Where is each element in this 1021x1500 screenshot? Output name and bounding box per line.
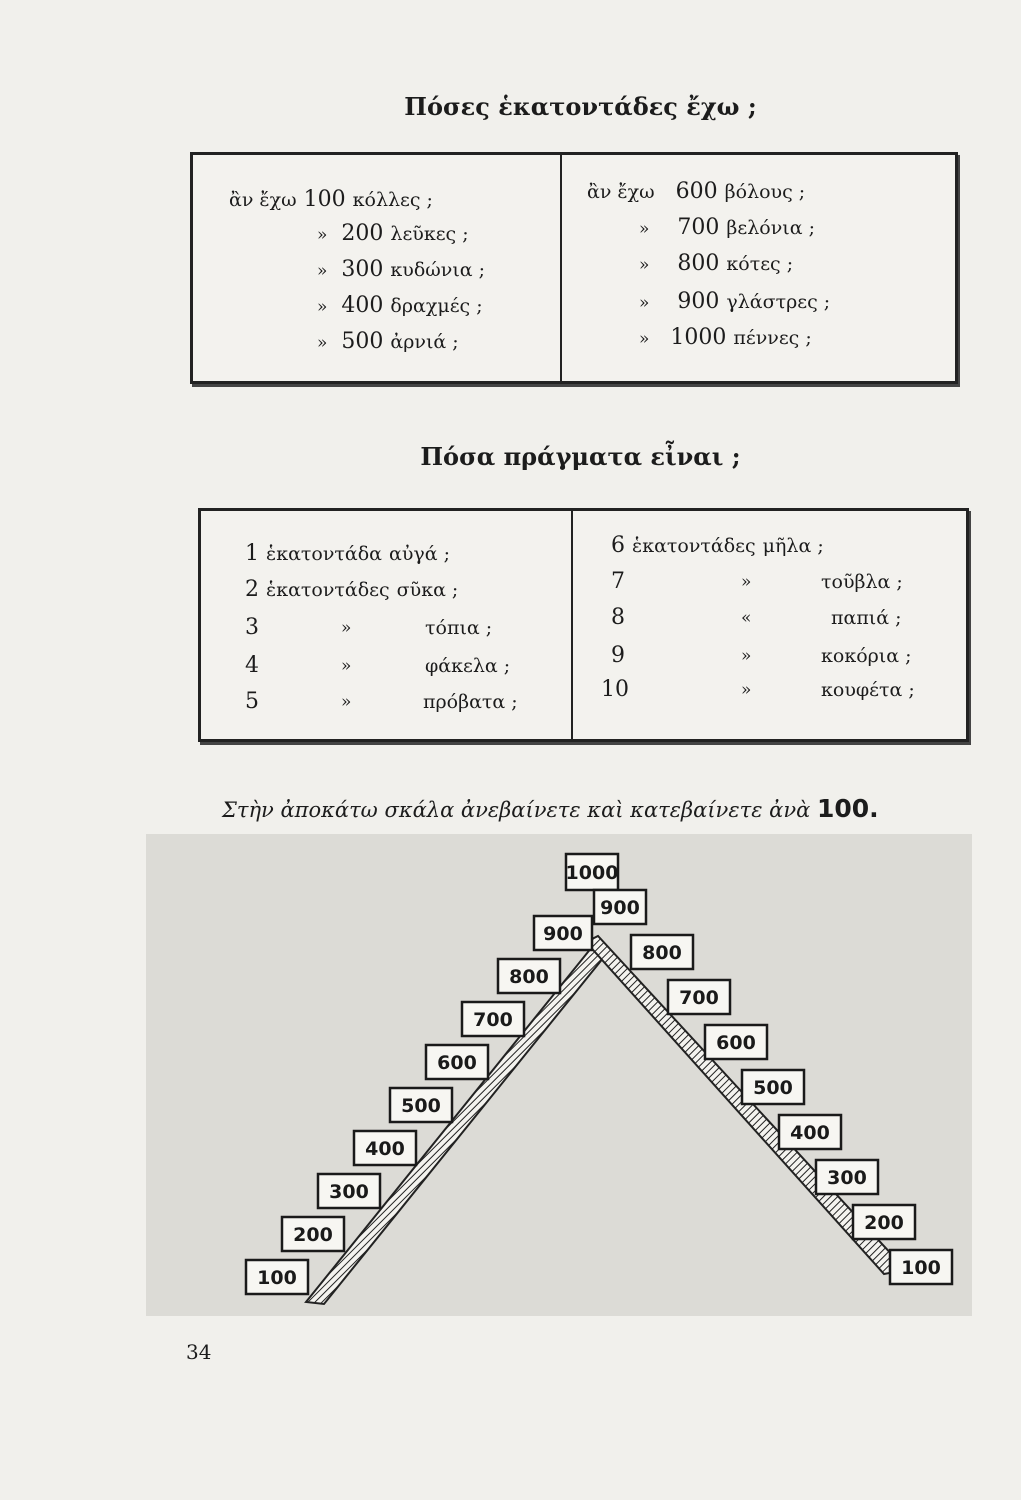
left-ramp [306,942,608,1304]
table1-left-row: » 300 κυδώνια ; [317,257,486,282]
right-step-100 [890,1250,952,1284]
right-step-800 [631,935,693,969]
left-step-900-label: 900 [543,923,583,945]
table-divider [560,155,562,381]
table1-left-row: ἂν ἔχω 100 κόλλες ; [229,187,433,212]
table2-left-row: 5 » πρόβατα ; [245,689,518,714]
table2-left-row: 4 » φάκελα ; [245,653,511,678]
table2-right-row: 9 » κοκόρια ; [611,643,912,668]
table1-left-row: » 400 δραχμές ; [317,293,483,318]
top-step-1000 [566,854,619,890]
table2-right-row: 10 » κουφέτα ; [601,677,915,702]
staircase-illustration [146,834,972,1316]
left-step-800-label: 800 [509,966,549,988]
right-step-900 [594,890,646,924]
left-step-100 [246,1260,308,1294]
top-step-1000-label: 1000 [565,862,619,884]
left-step-300 [318,1174,380,1208]
left-step-200 [282,1217,344,1251]
right-step-800-label: 800 [642,942,682,964]
right-step-200 [853,1205,915,1239]
table1-left-row: » 200 λεῦκες ; [317,221,469,246]
table2-left-row: 3 » τόπια ; [245,615,493,640]
right-step-700 [668,980,730,1014]
table1-right-row: ἂν ἔχω 600 βόλους ; [587,179,806,204]
table2-right-row: 7 » τοῦβλα ; [611,569,903,594]
hundreds-table [190,152,958,384]
table1-right-row: » 900 γλάστρες ; [639,289,831,314]
right-step-100-label: 100 [901,1257,941,1279]
left-step-100-label: 100 [257,1267,297,1289]
table1-left-row: » 500 ἀρνιά ; [317,329,459,354]
right-step-600 [705,1025,767,1059]
left-step-500-label: 500 [401,1095,441,1117]
right-step-700-label: 700 [679,987,719,1009]
right-step-600-label: 600 [716,1032,756,1054]
table2-left-row: 1 ἑκατοντάδα αὐγά ; [245,541,451,566]
table1-right-row: » 700 βελόνια ; [639,215,815,240]
staircase-svg [146,834,972,1316]
left-step-700-label: 700 [473,1009,513,1031]
left-step-400 [354,1131,416,1165]
right-step-200-label: 200 [864,1212,904,1234]
table1-right-row: » 1000 πέννες ; [639,325,812,350]
table-divider [571,511,573,739]
table2-left-row: 2 ἑκατοντάδες σῦκα ; [245,577,459,602]
right-step-400-label: 400 [790,1122,830,1144]
heading-hundreds-i-have: Πόσες ἑκατοντάδες ἔχω ; [404,92,757,121]
heading-how-many-things: Πόσα πράγματα εἶναι ; [420,442,741,471]
right-step-300 [816,1160,878,1194]
right-step-500-label: 500 [753,1077,793,1099]
left-step-500 [390,1088,452,1122]
left-step-600 [426,1045,488,1079]
table1-right-row: » 800 κότες ; [639,251,794,276]
left-step-800 [498,959,560,993]
staircase-caption: Στὴν ἀποκάτω σκάλα ἀνεβαίνετε καὶ κατεβαίνετε ἀνὰ 100. [222,794,879,823]
right-step-900-label: 900 [600,897,640,919]
left-step-700 [462,1002,524,1036]
right-step-500 [742,1070,804,1104]
right-step-300-label: 300 [827,1167,867,1189]
things-table [198,508,969,742]
left-step-400-label: 400 [365,1138,405,1160]
page-number: 34 [186,1340,212,1364]
table2-right-row: 8 « παπιά ; [611,605,902,630]
left-step-900 [534,916,592,950]
right-step-400 [779,1115,841,1149]
left-step-600-label: 600 [437,1052,477,1074]
left-step-200-label: 200 [293,1224,333,1246]
table2-right-row: 6 ἑκατοντάδες μῆλα ; [611,533,824,558]
left-step-300-label: 300 [329,1181,369,1203]
